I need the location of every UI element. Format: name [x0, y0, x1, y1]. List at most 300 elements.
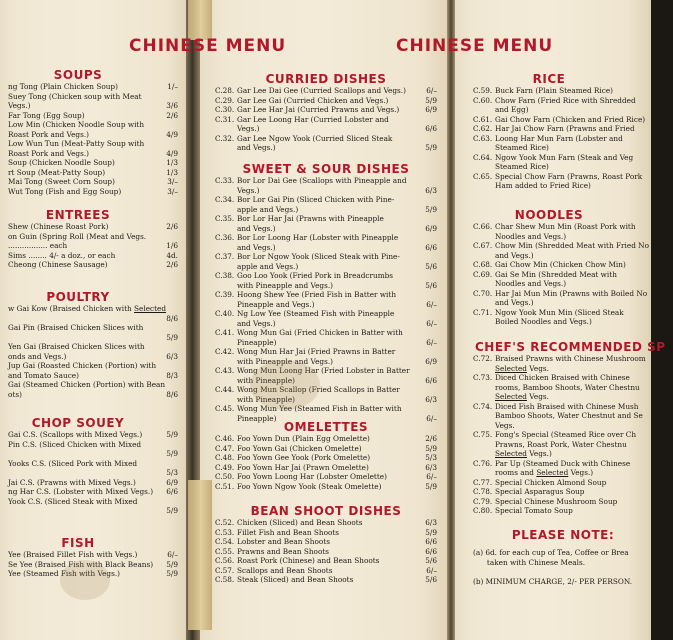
- menu-item: [8, 497, 178, 507]
- item-price: [417, 176, 437, 186]
- item-name: Loong Har Mun Farn (Lobster and: [495, 133, 623, 143]
- item-code: C.47.: [215, 443, 235, 453]
- item-name: ots): [8, 389, 22, 399]
- item-price: 5/9: [425, 527, 437, 537]
- item-name: Special Chinese Mushroom Soup: [495, 496, 618, 506]
- item-code: [473, 392, 495, 402]
- item-code: C.30.: [215, 105, 235, 114]
- menu-item: [473, 162, 673, 172]
- menu-title-left: CHINESE MENU: [129, 36, 287, 56]
- item-name: Yee (Braised Fillet Fish with Vegs.): [8, 550, 138, 559]
- menu-item: [473, 364, 673, 374]
- item-name: Lobster and Bean Shoots: [237, 537, 330, 546]
- item-name: Roast Pork and Vegs.): [8, 148, 90, 158]
- item-name: Diced Fish Braised with Chinese Mush: [495, 401, 639, 411]
- item-price: 6/6: [425, 537, 437, 546]
- menu-item: [473, 181, 673, 191]
- menu-item: [215, 556, 437, 566]
- item-name: Fillet Fish and Bean Shoots: [237, 527, 340, 537]
- section-heading: ENTREES: [45, 208, 111, 222]
- item-code: C.77.: [473, 477, 493, 487]
- menu-item: [473, 308, 673, 318]
- menu-item: [215, 86, 437, 96]
- item-price: 6/6: [425, 242, 437, 252]
- item-code: C.36.: [215, 233, 235, 242]
- menu-item: [473, 478, 673, 488]
- item-code: C.34.: [215, 195, 235, 204]
- menu-item: [8, 342, 178, 352]
- item-name: with Pineapple and Vegs.): [237, 280, 333, 290]
- item-name: Bor Lor Ngow Yook (Sliced Steak with Pine-: [237, 252, 400, 261]
- item-code: [215, 186, 237, 196]
- menu-item: [215, 404, 437, 414]
- item-name: Yee (Steamed Fish with Vegs.): [8, 569, 121, 578]
- note-line: [473, 567, 673, 577]
- menu-item: [215, 482, 437, 492]
- item-name: Sims ........ 4/- a doz., or each: [8, 250, 116, 260]
- menu-item: [215, 143, 437, 153]
- item-code: C.66.: [473, 222, 493, 231]
- item-price: 6/6: [166, 487, 178, 496]
- item-list: [8, 82, 178, 196]
- poultry-section: [8, 290, 178, 399]
- rice-section: [473, 72, 673, 191]
- menu-item: [215, 518, 437, 528]
- section-heading: CURRIED DISHES: [265, 72, 387, 86]
- paper-stain: [250, 360, 320, 410]
- menu-item: [8, 251, 178, 261]
- menu-item: [215, 547, 437, 557]
- item-price: 6/–: [426, 413, 437, 423]
- section-heading: RICE: [532, 72, 566, 86]
- menu-item: [215, 300, 437, 310]
- menu-item: [215, 124, 437, 134]
- menu-item: [215, 376, 437, 386]
- item-name: Jai C.S. (Prawns with Mixed Vegs.): [8, 477, 136, 487]
- item-name: Roast Pork (Chinese) and Bean Shoots: [237, 556, 380, 565]
- item-name: Gai Chow Min (Chicken Chow Min): [495, 260, 626, 269]
- item-code: C.80.: [473, 506, 493, 515]
- menu-item: [215, 366, 437, 376]
- item-price: [158, 120, 178, 130]
- item-name: Foo Yown Gai (Chicken Omelette): [237, 443, 362, 453]
- item-name: rt Soup (Meat-Patty Soup): [8, 167, 106, 177]
- item-name: Ham added to Fried Rice): [495, 181, 591, 190]
- item-name: Gai C.S. (Scallops with Mixed Vegs.): [8, 430, 143, 439]
- menu-item: [473, 440, 673, 450]
- menu-item: [8, 506, 178, 516]
- menu-item: [8, 352, 178, 362]
- item-name: rooms, Bamboo Shoots, Water Chestnu: [495, 382, 640, 392]
- item-name: Diced Chicken Braised with Chinese: [495, 373, 630, 382]
- item-code: [215, 300, 237, 310]
- left-panel: [0, 0, 190, 640]
- item-name: and Vegs.): [237, 242, 276, 252]
- item-name: Pineapple): [237, 413, 277, 423]
- item-name: Prawns and Bean Shoots: [237, 546, 330, 556]
- menu-item: [473, 298, 673, 308]
- menu-item: [8, 177, 178, 187]
- item-code: C.70.: [473, 288, 493, 298]
- item-code: C.79.: [473, 496, 493, 506]
- item-name: Steamed Rice): [495, 162, 549, 171]
- item-name: Bor Lor Dai Gee (Scallops with Pineapple and: [237, 176, 407, 185]
- item-code: C.58.: [215, 575, 235, 584]
- menu-item: [473, 317, 673, 327]
- item-name: Steak (Sliced) and Bean Shoots: [237, 575, 354, 584]
- item-name: Vegs.): [237, 124, 260, 133]
- item-price: [417, 290, 437, 300]
- item-code: C.65.: [473, 171, 493, 181]
- item-name: Wong Mun Loong Har (Fried Lobster in Batter: [237, 366, 410, 375]
- menu-item: [215, 205, 437, 215]
- menu-item: [473, 232, 673, 242]
- item-code: C.43.: [215, 366, 235, 375]
- item-name: Selected Vegs.): [495, 449, 552, 458]
- noodles-section: [473, 208, 673, 327]
- item-code: C.40.: [215, 309, 235, 318]
- item-price: 6/–: [426, 299, 437, 309]
- tape-strip: [188, 0, 212, 40]
- item-code: [473, 317, 495, 327]
- item-name: Cheong (Chinese Sausage): [8, 260, 108, 269]
- item-name: Vegs.): [237, 185, 260, 195]
- menu-item: [215, 472, 437, 482]
- item-name: Chow Farn (Fried Rice with Shredded: [495, 95, 636, 105]
- item-name: Bor Lor Loong Har (Lobster with Pineapple: [237, 233, 399, 242]
- item-code: C.74.: [473, 401, 493, 411]
- item-name: with Pineapple): [237, 375, 295, 385]
- item-code: C.31.: [215, 114, 235, 124]
- menu-item: [473, 143, 673, 153]
- section-heading: PLEASE NOTE:: [511, 528, 615, 542]
- menu-item: [215, 575, 437, 585]
- item-code: [215, 224, 237, 234]
- item-name: Wut Tong (Fish and Egg Soup): [8, 186, 122, 196]
- menu-item: [215, 385, 437, 395]
- item-code: [215, 376, 237, 386]
- item-code: C.46.: [215, 434, 235, 443]
- item-price: [417, 328, 437, 338]
- item-list: [473, 354, 673, 516]
- menu-item: [8, 459, 178, 469]
- item-name: Pineapple and Vegs.): [237, 299, 315, 309]
- item-price: 1/3: [166, 158, 178, 167]
- item-list: [8, 222, 178, 270]
- item-code: [473, 411, 495, 421]
- item-code: [215, 338, 237, 348]
- item-code: [473, 232, 495, 242]
- item-name: Yooks C.S. (Sliced Pork with Mixed: [8, 458, 138, 468]
- item-name: Gai (Steamed Chicken (Portion) with Bean: [8, 380, 166, 389]
- sweet-sour-section: [215, 162, 437, 423]
- item-price: 8/3: [166, 370, 178, 380]
- menu-item: [215, 271, 437, 281]
- item-price: 4d.: [166, 250, 178, 260]
- menu-item: [8, 241, 178, 251]
- item-price: 5/6: [425, 575, 437, 584]
- menu-item: [473, 459, 673, 469]
- item-list: [8, 430, 178, 516]
- menu-item: [8, 449, 178, 459]
- menu-item: [215, 395, 437, 405]
- item-name: apple and Vegs.): [237, 261, 299, 271]
- item-name: Foo Yown Ngow Yook (Steak Omelette): [237, 481, 382, 491]
- item-list: [473, 86, 673, 191]
- item-code: C.72.: [473, 354, 493, 363]
- item-code: C.71.: [473, 307, 493, 317]
- menu-item: [8, 430, 178, 440]
- menu-item: [473, 222, 673, 232]
- item-name: Pineapple): [237, 337, 277, 347]
- item-code: [215, 143, 237, 153]
- item-price: 2/6: [166, 222, 178, 231]
- item-name: [8, 333, 158, 343]
- item-name: Chicken (Sliced) and Bean Shoots: [237, 518, 363, 527]
- item-name: Selected Vegs.: [495, 363, 549, 373]
- menu-item: [473, 172, 673, 182]
- item-name: and Vegs.): [495, 250, 534, 260]
- menu-item: [8, 168, 178, 178]
- menu-item: [8, 111, 178, 121]
- item-price: 6/9: [425, 356, 437, 366]
- item-name: Gar Lee Loong Har (Curried Lobster and: [237, 114, 389, 124]
- item-name: Bor Lor Gai Pin (Sliced Chicken with Pine-: [237, 195, 395, 204]
- item-name: Special Tomato Soup: [495, 506, 573, 515]
- item-price: 4/9: [166, 129, 178, 139]
- item-price: [158, 323, 178, 333]
- menu-item: [8, 101, 178, 111]
- item-name: rooms and Selected Vegs.): [495, 468, 594, 477]
- item-code: C.56.: [215, 556, 235, 565]
- menu-item: [215, 453, 437, 463]
- menu-item: [8, 371, 178, 381]
- item-price: 6/9: [425, 105, 437, 114]
- item-price: 3/–: [167, 186, 178, 196]
- item-name: and Vegs.): [237, 223, 276, 233]
- menu-item: [215, 444, 437, 454]
- item-name: with Pineapple and Vegs.): [237, 356, 333, 366]
- item-price: 2/6: [166, 260, 178, 269]
- menu-item: [215, 290, 437, 300]
- item-code: C.41.: [215, 328, 235, 337]
- item-code: C.50.: [215, 472, 235, 481]
- item-price: 6/–: [426, 565, 437, 575]
- item-name: Ngow Yook Mun Min (Sliced Steak: [495, 307, 624, 317]
- item-price: 6/9: [425, 223, 437, 233]
- item-name: and Vegs.): [237, 143, 276, 152]
- item-name: w Gai Kow (Braised Chicken with Selected: [8, 304, 167, 313]
- item-name: Foo Yown Dun (Plain Egg Omelette): [237, 434, 370, 443]
- item-name: Har Jai Chow Farn (Prawns and Fried: [495, 124, 635, 133]
- section-heading: OMELETTES: [283, 420, 369, 434]
- menu-item: [473, 134, 673, 144]
- item-code: C.76.: [473, 458, 493, 468]
- menu-item: [215, 357, 437, 367]
- item-name: and Vegs.): [237, 318, 276, 328]
- item-price: 8/6: [166, 313, 178, 323]
- item-code: C.42.: [215, 347, 235, 356]
- item-code: [473, 421, 495, 431]
- item-price: [417, 195, 437, 205]
- item-price: [417, 366, 437, 376]
- menu-item: [215, 115, 437, 125]
- item-code: C.33.: [215, 176, 235, 185]
- curried-section: [215, 72, 437, 153]
- section-heading: SOUPS: [53, 68, 103, 82]
- item-code: [473, 440, 495, 450]
- item-name: Wong Mun Gai (Fried Chicken in Batter with: [237, 328, 403, 337]
- item-name: Bamboo Shoots, Water Chestnut and Se: [495, 411, 643, 420]
- item-price: 5/3: [166, 468, 178, 477]
- bean-shoot-section: [215, 504, 437, 585]
- omelettes-section: [215, 420, 437, 491]
- menu-item: [473, 86, 673, 96]
- item-name: Low Wun Tun (Meat-Patty Soup with: [8, 139, 145, 148]
- item-code: C.29.: [215, 95, 235, 105]
- item-code: [473, 298, 495, 308]
- item-price: 5/9: [166, 506, 178, 515]
- item-name: Roast Pork and Vegs.): [8, 129, 90, 139]
- item-name: Gai Se Min (Shredded Meat with: [495, 269, 617, 279]
- soups-section: [8, 68, 178, 196]
- item-price: 1/3: [166, 167, 178, 177]
- menu-item: [215, 195, 437, 205]
- item-price: 5/9: [425, 95, 437, 105]
- item-price: [158, 232, 178, 242]
- menu-item: [473, 411, 673, 421]
- menu-item: [215, 134, 437, 144]
- menu-item: [473, 506, 673, 516]
- item-price: [158, 139, 178, 149]
- menu-item: [8, 468, 178, 478]
- menu-item: [473, 124, 673, 134]
- item-code: [473, 383, 495, 393]
- item-name: ng Tong (Plain Chicken Soup): [8, 82, 118, 91]
- item-name: Ng Low Yee (Steamed Fish with Pineapple: [237, 309, 395, 318]
- item-price: 5/9: [425, 204, 437, 214]
- menu-item: [473, 96, 673, 106]
- item-list: [8, 304, 178, 399]
- item-name: Soup (Chicken Noodle Soup): [8, 158, 115, 167]
- item-code: C.78.: [473, 487, 493, 496]
- note-list: [473, 548, 673, 586]
- item-code: [215, 243, 237, 253]
- item-code: [473, 143, 495, 153]
- item-code: C.53.: [215, 527, 235, 537]
- please-note-section: [473, 528, 673, 586]
- item-name: Har Jai Mun Min (Prawns with Boiled No: [495, 288, 648, 298]
- item-code: C.35.: [215, 214, 235, 223]
- item-price: [417, 404, 437, 414]
- menu-item: [473, 402, 673, 412]
- item-code: C.63.: [473, 133, 493, 143]
- menu-item: [473, 487, 673, 497]
- menu-item: [215, 243, 437, 253]
- item-code: C.49.: [215, 462, 235, 472]
- menu-item: [215, 528, 437, 538]
- menu-item: [215, 252, 437, 262]
- item-name: Gar Lee Dai Gee (Curried Scallops and Vegs.): [237, 86, 406, 95]
- item-name: Noodles and Vegs.): [495, 279, 567, 288]
- item-name: Special Chicken Almond Soup: [495, 477, 607, 487]
- item-price: 5/6: [425, 261, 437, 271]
- item-code: C.59.: [473, 86, 493, 95]
- item-code: [473, 449, 495, 459]
- menu-item: [215, 328, 437, 338]
- section-heading: NOODLES: [514, 208, 584, 222]
- item-price: 6/–: [426, 472, 437, 481]
- note-line: (b) MINIMUM CHARGE, 2/- PER PERSON.: [473, 576, 633, 586]
- item-price: 6/6: [425, 375, 437, 385]
- menu-item: [8, 323, 178, 333]
- menu-item: [8, 390, 178, 400]
- item-price: [417, 385, 437, 395]
- menu-item: [473, 153, 673, 163]
- menu-item: [8, 120, 178, 130]
- item-code: [215, 281, 237, 291]
- right-panel: [451, 0, 666, 640]
- item-name: on Guin (Spring Roll (Meat and Vegs.: [8, 231, 147, 241]
- item-name: Foo Yown Har Jai (Prawn Omelette): [237, 462, 369, 472]
- menu-item: [8, 380, 178, 390]
- menu-item: [215, 233, 437, 243]
- menu-item: [473, 421, 673, 431]
- menu-item: [215, 96, 437, 106]
- item-price: 5/9: [166, 332, 178, 342]
- item-name: Gar Lee Gai (Curried Chicken and Vegs.): [237, 95, 389, 105]
- item-price: 4/9: [166, 148, 178, 158]
- item-name: Chow Min (Shredded Meat with Fried No: [495, 241, 649, 250]
- item-name: with Pineapple): [237, 394, 295, 404]
- item-price: [158, 92, 178, 102]
- menu-item: [8, 260, 178, 270]
- menu-title-right: CHINESE MENU: [396, 36, 554, 56]
- item-price: [417, 271, 437, 281]
- menu-item: [473, 279, 673, 289]
- item-name: Steamed Rice): [495, 143, 549, 152]
- menu-item: [8, 478, 178, 488]
- item-name: Wong Mun Har Jai (Fried Prawns in Batter: [237, 347, 396, 356]
- item-price: 6/6: [425, 546, 437, 556]
- item-price: [158, 497, 178, 507]
- item-price: 5/9: [166, 449, 178, 458]
- item-code: [215, 124, 237, 134]
- item-code: C.73.: [473, 373, 493, 382]
- item-name: Se Yee (Braised Fish with Black Beans): [8, 559, 154, 569]
- item-price: [417, 214, 437, 224]
- menu-item: [8, 232, 178, 242]
- section-heading: FISH: [61, 536, 95, 550]
- item-price: 3/–: [167, 177, 178, 186]
- item-name: Ngow Yook Mun Farn (Steak and Veg: [495, 152, 634, 162]
- item-name: Pin C.S. (Sliced Chicken with Mixed: [8, 439, 142, 449]
- item-price: [417, 309, 437, 319]
- menu-item: [473, 392, 673, 402]
- middle-panel: [197, 0, 451, 640]
- menu-item: [8, 158, 178, 168]
- item-price: 5/6: [425, 556, 437, 565]
- menu-item: [8, 487, 178, 497]
- menu-item: [8, 314, 178, 324]
- menu-item: [215, 224, 437, 234]
- item-name: Gar Lee Har Jai (Curried Prawns and Vegs.): [237, 105, 400, 114]
- menu-item: [215, 338, 437, 348]
- item-code: [215, 357, 237, 367]
- item-price: [417, 233, 437, 243]
- menu-item: [473, 373, 673, 383]
- item-price: [417, 347, 437, 357]
